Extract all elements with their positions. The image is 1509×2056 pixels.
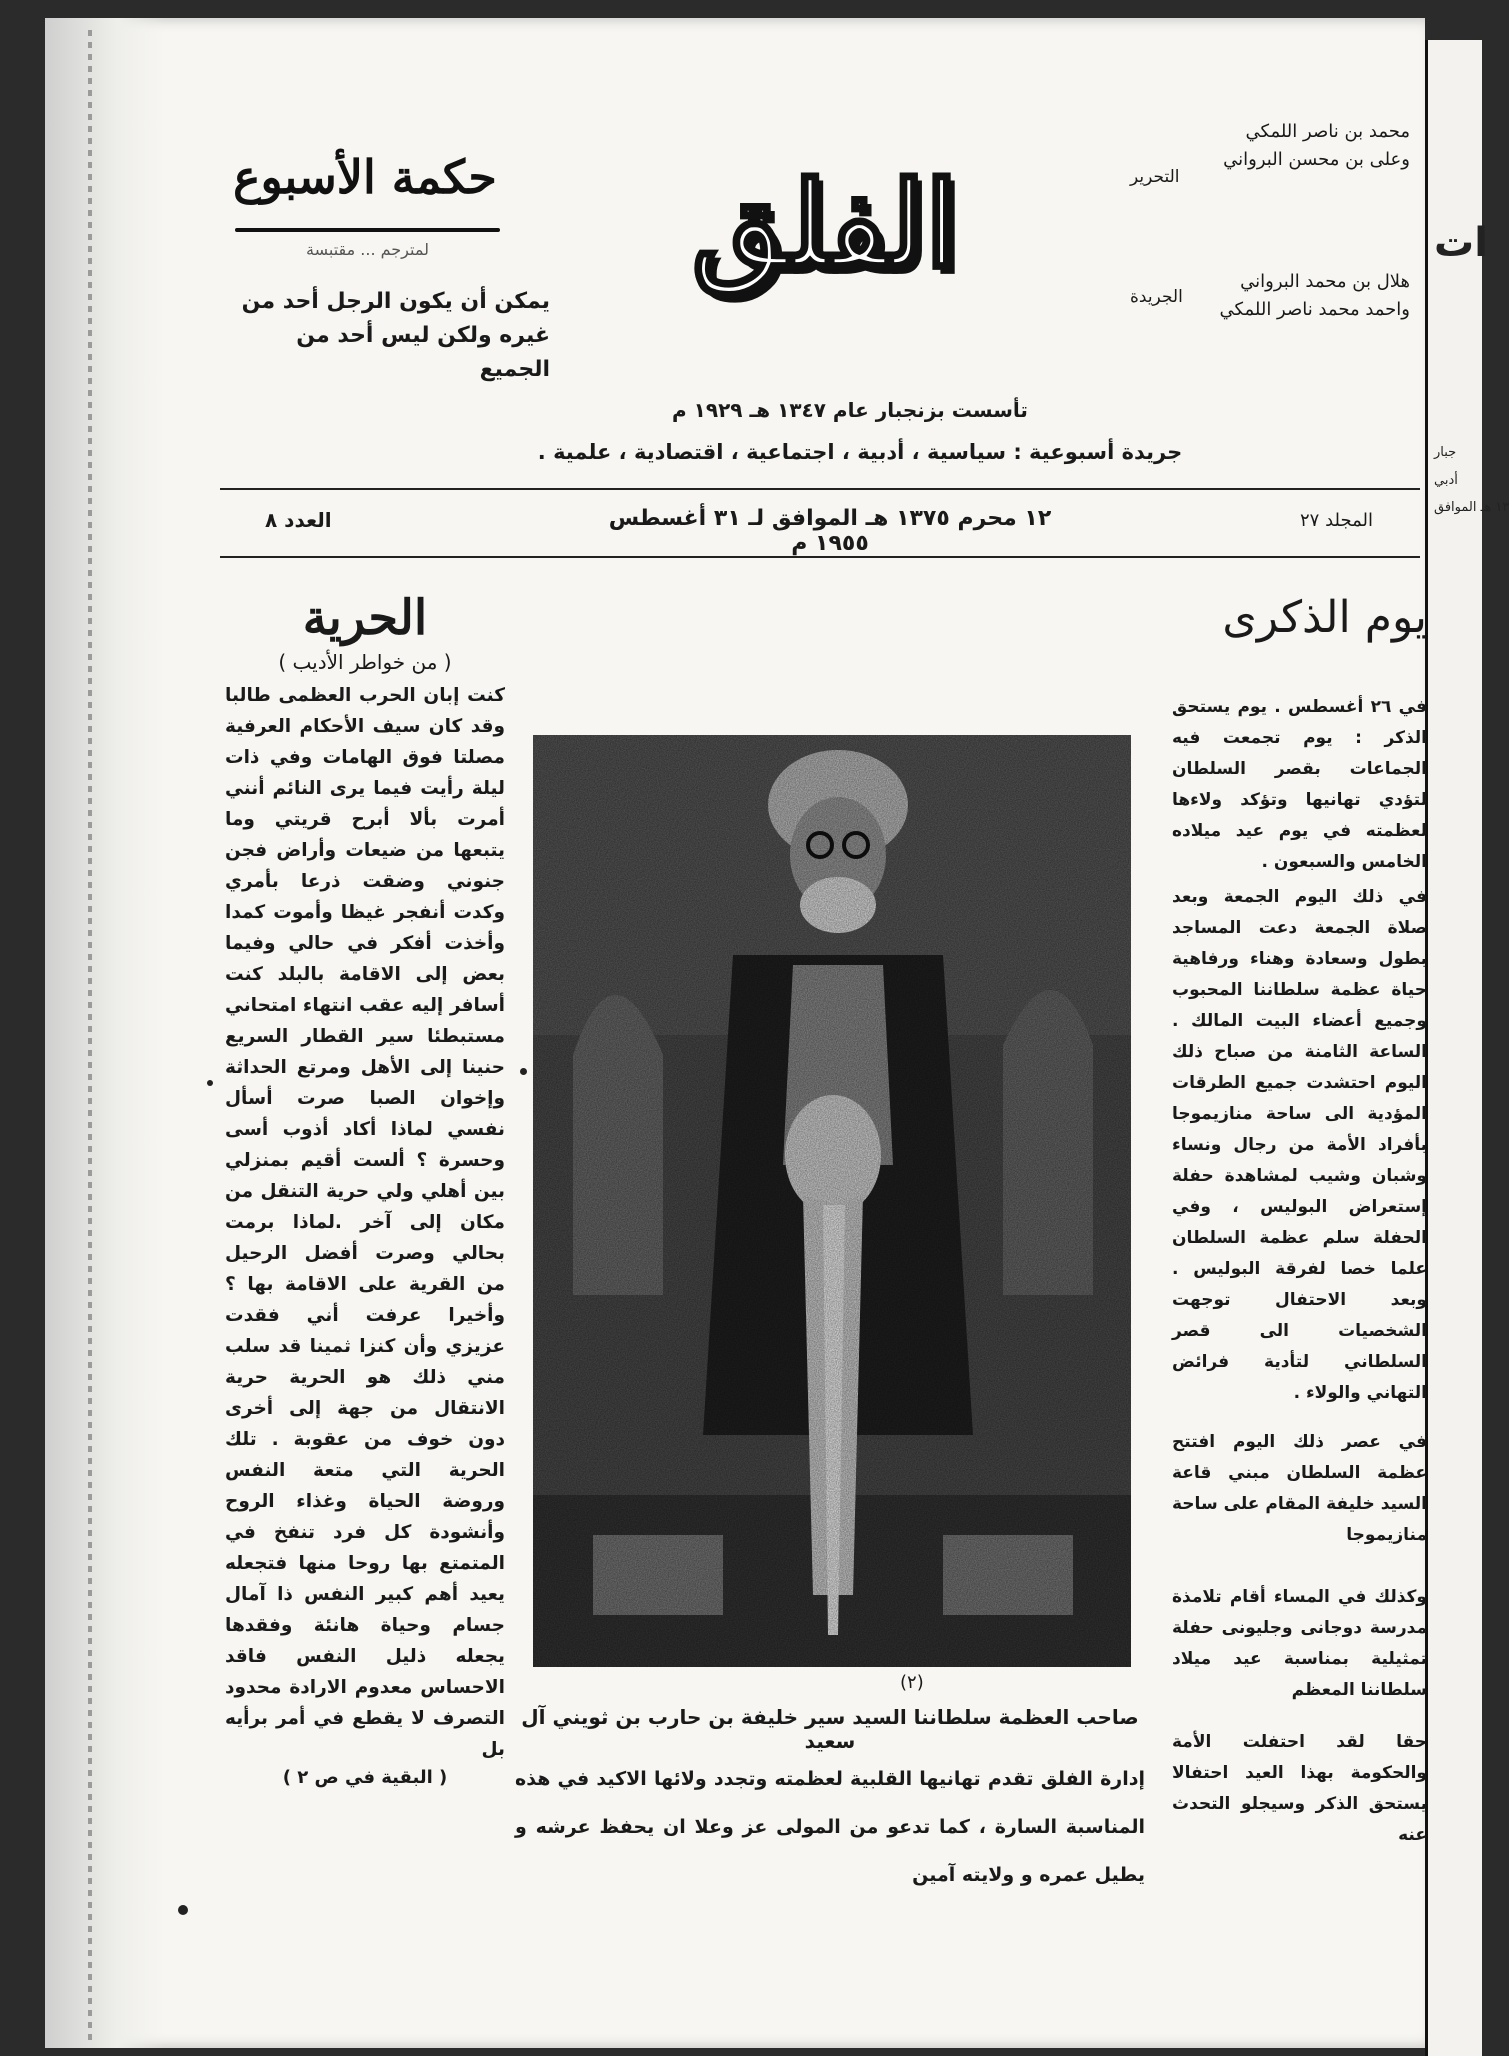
article-title: يوم الذكرى	[1222, 592, 1427, 643]
article-anniversary	[1172, 592, 1427, 1845]
ink-speck	[207, 1080, 213, 1086]
founded-line: تأسست بزنجبار عام ١٣٤٧ هـ ١٩٢٩ م	[672, 398, 1028, 422]
portrait-illustration	[533, 735, 1131, 1667]
page-binding-shadow	[45, 18, 165, 2048]
continued-note: ( البقية في ص ٢ )	[282, 1767, 448, 1788]
editor-name: وعلى بن محسن البرواني	[1223, 149, 1410, 170]
article-paragraph: حقا لقد احتفلت الأمة والحكومة بهذا العيد احتفالا يستحق الذكر وسيجلو التحدث عنه	[1172, 1732, 1427, 1845]
binding-fold-line	[88, 30, 92, 2040]
photo-caption-body: إدارة الفلق تقدم تهانيها القلبية لعظمته وتجدد ولائها الاكيد في هذه المناسبة السارة ، كما تدعو من المولى عز وعلا ان يحفظ عرشه و يطيل عمره و ولايته آمين	[515, 1768, 1145, 1886]
adjacent-fragment: ات	[1434, 220, 1488, 266]
wisdom-quote: يمكن أن يكون الرجل أحد من غيره ولكن ليس أحد من الجميع	[241, 289, 550, 382]
article-paragraph: في ٢٦ أغسطس . يوم يستحق الذكر : يوم تجمعت فيه الجماعات بقصر السلطان لتؤدي تهانيها وتؤكد ولاءها لعظمته في يوم عيد ميلاده الخامس والسبعون .	[1172, 697, 1427, 872]
ink-speck	[520, 1068, 527, 1075]
editors-block	[1130, 118, 1410, 187]
newspaper-subtitle: جريدة أسبوعية : سياسية ، أدبية ، اجتماعية ، اقتصادية ، علمية .	[537, 440, 1183, 464]
adjacent-page-strip	[1425, 40, 1509, 2056]
wisdom-subline: لمترجم ... مقتبسة	[306, 240, 429, 259]
date-bar	[220, 488, 1420, 558]
article-paragraph: في عصر ذلك اليوم افتتح عظمة السلطان مبني قاعة السيد خليفة المقام على ساحة منازيموجا	[1172, 1432, 1427, 1545]
photo-caption-title: صاحب العظمة سلطاننا السيد سير خليفة بن حارب بن ثويني آل سعيد	[521, 1705, 1139, 1753]
owner-name: هلال بن محمد البرواني	[1240, 271, 1410, 292]
issue-number: العدد ٨	[265, 508, 332, 532]
volume-number: المجلد ٢٧	[1300, 510, 1373, 531]
article-paragraph: وكذلك في المساء أقام تلامذة مدرسة دوجانى وجليونى حفلة تمثيلية بمناسبة عيد ميلاد سلطاننا المعظم	[1172, 1587, 1427, 1700]
issue-date: ١٢ محرم ١٣٧٥ هـ الموافق لـ ٣١ أغسطس ١٩٥٥ م	[608, 506, 1052, 556]
wisdom-heading: حكمة الأسبوع	[233, 150, 497, 204]
owner-name: واحمد محمد ناصر اللمكي	[1219, 299, 1410, 320]
editor-name: محمد بن ناصر اللمكي	[1245, 121, 1410, 142]
sultan-portrait-photo	[533, 735, 1131, 1667]
article-freedom	[225, 590, 505, 1788]
article-subhead: ( من خواطر الأديب )	[278, 650, 452, 674]
owners-label: الجريدة	[1130, 287, 1183, 307]
editing-label: التحرير	[1130, 167, 1180, 187]
owners-block	[1130, 268, 1410, 324]
ink-speck	[178, 1905, 188, 1915]
article-title: الحرية	[302, 590, 428, 646]
wisdom-underline	[235, 228, 500, 232]
adjacent-fragment: أدبي	[1434, 473, 1458, 488]
adjacent-fragment: جبار	[1434, 445, 1457, 460]
adjacent-fragment: ١٣ هـ الموافق	[1434, 500, 1509, 515]
article-body: كنت إبان الحرب العظمى طالبا وقد كان سيف الأحكام العرفية مصلتا فوق الهامات وفي ذات ليلة رأيت فيما يرى النائم أنني أمرت بألا أبرح قريتي وما يتبعها من ضيعات وأراض فجن جنوني وضقت ذرعا بأمري وكدت أنفجر غيظا وأموت كمدا وأخذت أفكر في حالي وفيما بعض إلى الاقامة بالبلد كنت أسافر إليه عقب انتهاء امتحاني مستبطئا سير القطار السريع حنينا إلى الأهل ومرتع الحداثة وإخوان الصبا صرت أسأل نفسي لماذا أكاد أذوب أسى وحسرة ؟ ألست أقيم بمنزلي بين أهلي ولي حرية التنقل من مكان إلى آخر .لماذا برمت بحالي وصرت أفضل الرحيل من القرية على الاقامة بها ؟ وأخيرا عرفت أني فقدت عزيزي وأن كنزا ثمينا قد سلب مني ذلك هو الحرية حرية الانتقال من جهة إلى أخرى دون خوف من عقوبة . تلك الحرية التي متعة النفس وروضة الحياة وغذاء الروح وأنشودة كل فرد تنفخ في المتمتع بها روحا منها فتجعله يعيد أهم كبير النفس ذا آمال جسام وحياة هانئة وفقدها يجعله ذليل النفس فاقد الاحساس معدوم الارادة محدود التصرف لا يقطع في أمر برأيه بل	[225, 685, 505, 1760]
article-paragraph: في ذلك اليوم الجمعة وبعد صلاة الجمعة دعت المساجد بطول وسعادة وهناء ورفاهية حياة عظمة سلطاننا المحبوب وجميع أعضاء البيت المالك . الساعة الثامنة من صباح ذلك اليوم احتشدت جميع الطرقات المؤدية الى ساحة منازيموجا بأفراد الأمة من رجال ونساء وشبان وشيب لمشاهدة حفلة إستعراض البوليس ، وفي الحفلة سلم عظمة السلطان علما خصا لفرقة البوليس . وبعد الاحتفال توجهت الشخصيات الى قصر السلطاني لتأدية فرائض التهاني والولاء .	[1172, 887, 1427, 1403]
newspaper-title: الفلق	[692, 155, 958, 294]
photo-number: (٢)	[900, 1672, 924, 1693]
